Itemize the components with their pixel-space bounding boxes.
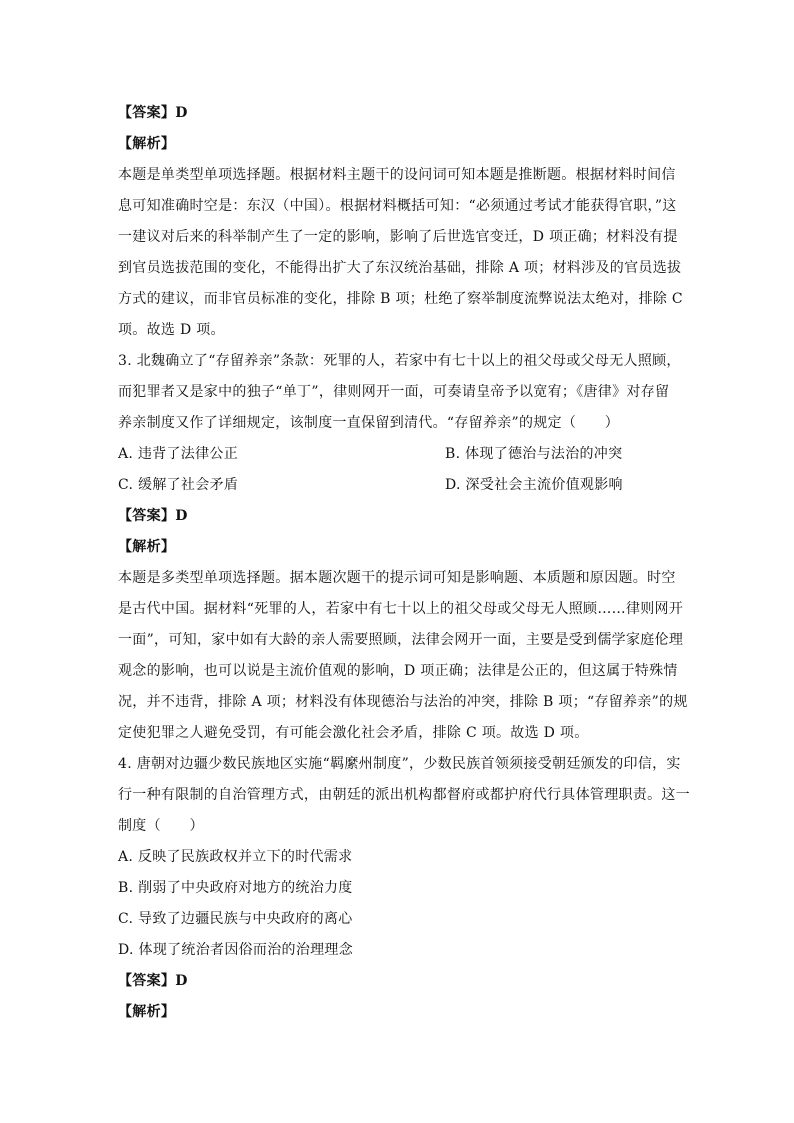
- paragraph-line: 定使犯罪之人避免受罚，有可能会激化社会矛盾，排除 C 项。故选 D 项。: [118, 725, 589, 741]
- analysis-label: 【解析】: [118, 539, 176, 555]
- question-line: 4. 唐朝对边疆少数民族地区实施“羁縻州制度”，少数民族首领须接受朝廷颁发的印信，实: [118, 756, 681, 772]
- question-3-options-row1: [118, 439, 678, 470]
- paragraph-line: 况，并不违背，排除 A 项；材料没有体现德治与法治的冲突，排除 B 项；“存留养亲”的规: [118, 694, 688, 710]
- question-line: 养亲制度又作了详细规定，该制度一直保留到清代。“存留养亲”的规定（ ）: [118, 415, 620, 431]
- paragraph-line: 本题是单类型单项选择题。根据材料主题干的设问词可知本题是推断题。根据材料时间信: [118, 167, 676, 183]
- paragraph-line: 到官员选拔范围的变化，不能得出扩大了东汉统治基础，排除 A 项；材料涉及的官员选拔: [118, 260, 682, 276]
- question-line: 3. 北魏确立了“存留养亲”条款：死罪的人，若家中有七十以上的祖父母或父母无人照顾，: [118, 353, 681, 369]
- paragraph-line: 方式的建议，而非官员标准的变化，排除 B 项；杜绝了察举制度流弊说法太绝对，排除 C: [118, 291, 683, 307]
- question-4-stem: [118, 749, 690, 842]
- paragraph-line: 本题是多类型单项选择题。据本题次题干的提示词可知是影响题、本质题和原因题。时空: [118, 570, 676, 586]
- analysis-paragraph: [118, 563, 688, 749]
- answer-label: 【答案】D: [118, 973, 188, 989]
- option-c: C. 导致了边疆民族与中央政府的离心: [118, 911, 353, 927]
- analysis-label: 【解析】: [118, 1004, 176, 1020]
- option-a: A. 违背了法律公正: [118, 446, 239, 462]
- question-line: 制度（ ）: [118, 818, 204, 834]
- option-c: C. 缓解了社会矛盾: [118, 477, 239, 493]
- paragraph-line: 观念的影响，也可以说是主流价值观的影响，D 项正确；法律是公正的，但这属于特殊情: [118, 663, 678, 679]
- question-3-options-row2: [118, 470, 678, 501]
- document-page: [118, 98, 690, 1028]
- paragraph-line: 项。故选 D 项。: [118, 322, 225, 338]
- question-line: 而犯罪者又是家中的独子“单丁”，律则网开一面，可奏请皇帝予以宽宥；《唐律》对存留: [118, 384, 670, 400]
- analysis-paragraph: [118, 160, 683, 346]
- paragraph-line: 一面”，可知，家中如有大龄的亲人需要照顾，法律会网开一面，主要是受到儒学家庭伦理: [118, 632, 684, 648]
- answer-label: 【答案】D: [118, 105, 188, 121]
- answer-label: 【答案】D: [118, 508, 188, 524]
- paragraph-line: 一建议对后来的科举制产生了一定的影响，影响了后世选官变迁，D 项正确；材料没有提: [118, 229, 678, 245]
- question-3-stem: [118, 346, 681, 439]
- option-b: B. 削弱了中央政府对地方的统治力度: [118, 880, 353, 896]
- option-b: B. 体现了德治与法治的冲突: [445, 446, 623, 462]
- paragraph-line: 息可知准确时空是：东汉（中国）。根据材料概括可知：“必须通过考试才能获得官职，”这: [118, 198, 677, 214]
- option-a: A. 反映了民族政权并立下的时代需求: [118, 849, 353, 865]
- option-d: D. 深受社会主流价值观影响: [445, 477, 623, 493]
- option-d: D. 体现了统治者因俗而治的治理理念: [118, 942, 354, 958]
- analysis-label: 【解析】: [118, 136, 176, 152]
- question-line: 行一种有限制的自治管理方式，由朝廷的派出机构都督府或都护府代行具体管理职责。这一: [118, 787, 690, 803]
- paragraph-line: 是古代中国。据材料“死罪的人，若家中有七十以上的祖父母或父母无人照顾……律则网开: [118, 601, 684, 617]
